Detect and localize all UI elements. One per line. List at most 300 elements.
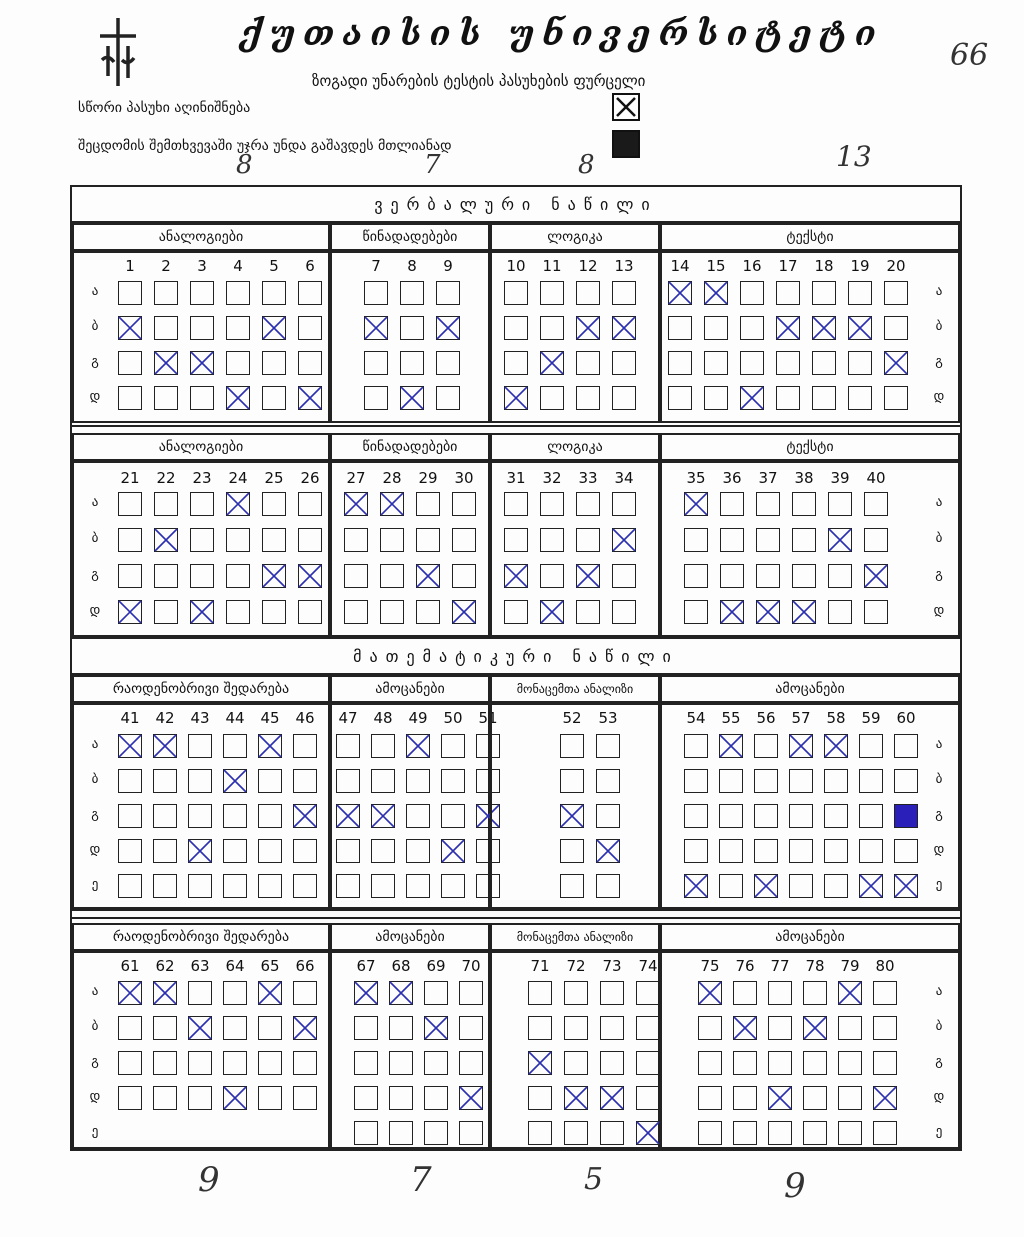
answer-box-q48-a[interactable] — [371, 734, 395, 758]
answer-box-q52-e[interactable] — [560, 874, 584, 898]
answer-box-q34-b[interactable] — [612, 528, 636, 552]
answer-box-q49-d[interactable] — [406, 839, 430, 863]
answer-box-q44-b[interactable] — [223, 769, 247, 793]
answer-box-q38-b[interactable] — [792, 528, 816, 552]
answer-box-q36-a[interactable] — [720, 492, 744, 516]
answer-box-q77-a[interactable] — [768, 981, 792, 1005]
answer-box-q40-g[interactable] — [864, 564, 888, 588]
answer-box-q27-d[interactable] — [344, 600, 368, 624]
answer-box-q24-b[interactable] — [226, 528, 250, 552]
answer-box-q34-a[interactable] — [612, 492, 636, 516]
answer-box-q59-d[interactable] — [859, 839, 883, 863]
answer-box-q34-d[interactable] — [612, 600, 636, 624]
answer-box-q50-d[interactable] — [441, 839, 465, 863]
answer-box-q44-a[interactable] — [223, 734, 247, 758]
answer-box-q78-g[interactable] — [803, 1051, 827, 1075]
answer-box-q4-a[interactable] — [226, 281, 250, 305]
answer-box-q6-g[interactable] — [298, 351, 322, 375]
answer-box-q29-a[interactable] — [416, 492, 440, 516]
answer-box-q18-d[interactable] — [812, 386, 836, 410]
answer-box-q22-a[interactable] — [154, 492, 178, 516]
answer-box-q45-a[interactable] — [258, 734, 282, 758]
answer-box-q80-e[interactable] — [873, 1121, 897, 1145]
answer-box-q17-b[interactable] — [776, 316, 800, 340]
answer-box-q45-e[interactable] — [258, 874, 282, 898]
answer-box-q49-b[interactable] — [406, 769, 430, 793]
answer-box-q52-b[interactable] — [560, 769, 584, 793]
answer-box-q41-g[interactable] — [118, 804, 142, 828]
answer-box-q50-a[interactable] — [441, 734, 465, 758]
answer-box-q25-a[interactable] — [262, 492, 286, 516]
answer-box-q72-e[interactable] — [564, 1121, 588, 1145]
answer-box-q73-e[interactable] — [600, 1121, 624, 1145]
answer-box-q29-b[interactable] — [416, 528, 440, 552]
answer-box-q24-g[interactable] — [226, 564, 250, 588]
answer-box-q44-d[interactable] — [223, 839, 247, 863]
answer-box-q38-d[interactable] — [792, 600, 816, 624]
answer-box-q12-g[interactable] — [576, 351, 600, 375]
answer-box-q73-b[interactable] — [600, 1016, 624, 1040]
answer-box-q78-d[interactable] — [803, 1086, 827, 1110]
answer-box-q1-d[interactable] — [118, 386, 142, 410]
answer-box-q79-d[interactable] — [838, 1086, 862, 1110]
answer-box-q39-g[interactable] — [828, 564, 852, 588]
answer-box-q76-a[interactable] — [733, 981, 757, 1005]
answer-box-q16-d[interactable] — [740, 386, 764, 410]
answer-box-q9-d[interactable] — [436, 386, 460, 410]
answer-box-q20-a[interactable] — [884, 281, 908, 305]
answer-box-q61-g[interactable] — [118, 1051, 142, 1075]
answer-box-q40-a[interactable] — [864, 492, 888, 516]
answer-box-q67-d[interactable] — [354, 1086, 378, 1110]
answer-box-q24-a[interactable] — [226, 492, 250, 516]
answer-box-q73-g[interactable] — [600, 1051, 624, 1075]
answer-box-q68-d[interactable] — [389, 1086, 413, 1110]
answer-box-q77-b[interactable] — [768, 1016, 792, 1040]
answer-box-q27-g[interactable] — [344, 564, 368, 588]
answer-box-q19-b[interactable] — [848, 316, 872, 340]
answer-box-q59-b[interactable] — [859, 769, 883, 793]
answer-box-q57-g[interactable] — [789, 804, 813, 828]
answer-box-q66-d[interactable] — [293, 1086, 317, 1110]
answer-box-q4-b[interactable] — [226, 316, 250, 340]
answer-box-q46-a[interactable] — [293, 734, 317, 758]
answer-box-q26-d[interactable] — [298, 600, 322, 624]
answer-box-q23-b[interactable] — [190, 528, 214, 552]
answer-box-q37-d[interactable] — [756, 600, 780, 624]
answer-box-q55-d[interactable] — [719, 839, 743, 863]
answer-box-q68-g[interactable] — [389, 1051, 413, 1075]
answer-box-q28-d[interactable] — [380, 600, 404, 624]
answer-box-q69-e[interactable] — [424, 1121, 448, 1145]
answer-box-q68-b[interactable] — [389, 1016, 413, 1040]
answer-box-q58-d[interactable] — [824, 839, 848, 863]
answer-box-q10-g[interactable] — [504, 351, 528, 375]
answer-box-q71-a[interactable] — [528, 981, 552, 1005]
answer-box-q32-g[interactable] — [540, 564, 564, 588]
answer-box-q79-e[interactable] — [838, 1121, 862, 1145]
answer-box-q12-b[interactable] — [576, 316, 600, 340]
answer-box-q48-g[interactable] — [371, 804, 395, 828]
answer-box-q70-g[interactable] — [459, 1051, 483, 1075]
answer-box-q74-e[interactable] — [636, 1121, 660, 1145]
answer-box-q9-g[interactable] — [436, 351, 460, 375]
answer-box-q58-e[interactable] — [824, 874, 848, 898]
answer-box-q11-b[interactable] — [540, 316, 564, 340]
answer-box-q57-b[interactable] — [789, 769, 813, 793]
answer-box-q23-a[interactable] — [190, 492, 214, 516]
answer-box-q58-g[interactable] — [824, 804, 848, 828]
answer-box-q50-e[interactable] — [441, 874, 465, 898]
answer-box-q13-a[interactable] — [612, 281, 636, 305]
answer-box-q14-g[interactable] — [668, 351, 692, 375]
answer-box-q53-a[interactable] — [596, 734, 620, 758]
answer-box-q63-g[interactable] — [188, 1051, 212, 1075]
answer-box-q4-d[interactable] — [226, 386, 250, 410]
answer-box-q75-g[interactable] — [698, 1051, 722, 1075]
answer-box-q80-g[interactable] — [873, 1051, 897, 1075]
answer-box-q80-b[interactable] — [873, 1016, 897, 1040]
answer-box-q80-d[interactable] — [873, 1086, 897, 1110]
answer-box-q31-d[interactable] — [504, 600, 528, 624]
answer-box-q9-b[interactable] — [436, 316, 460, 340]
answer-box-q28-a[interactable] — [380, 492, 404, 516]
answer-box-q67-g[interactable] — [354, 1051, 378, 1075]
answer-box-q75-d[interactable] — [698, 1086, 722, 1110]
answer-box-q29-d[interactable] — [416, 600, 440, 624]
answer-box-q67-a[interactable] — [354, 981, 378, 1005]
answer-box-q19-a[interactable] — [848, 281, 872, 305]
answer-box-q77-d[interactable] — [768, 1086, 792, 1110]
answer-box-q46-b[interactable] — [293, 769, 317, 793]
answer-box-q38-a[interactable] — [792, 492, 816, 516]
answer-box-q13-b[interactable] — [612, 316, 636, 340]
answer-box-q39-d[interactable] — [828, 600, 852, 624]
answer-box-q30-g[interactable] — [452, 564, 476, 588]
answer-box-q78-a[interactable] — [803, 981, 827, 1005]
answer-box-q17-g[interactable] — [776, 351, 800, 375]
answer-box-q34-g[interactable] — [612, 564, 636, 588]
answer-box-q77-g[interactable] — [768, 1051, 792, 1075]
answer-box-q59-a[interactable] — [859, 734, 883, 758]
answer-box-q12-d[interactable] — [576, 386, 600, 410]
answer-box-q74-a[interactable] — [636, 981, 660, 1005]
answer-box-q64-d[interactable] — [223, 1086, 247, 1110]
answer-box-q54-b[interactable] — [684, 769, 708, 793]
answer-box-q6-a[interactable] — [298, 281, 322, 305]
answer-box-q50-b[interactable] — [441, 769, 465, 793]
answer-box-q15-a[interactable] — [704, 281, 728, 305]
answer-box-q61-a[interactable] — [118, 981, 142, 1005]
answer-box-q72-a[interactable] — [564, 981, 588, 1005]
answer-box-q71-b[interactable] — [528, 1016, 552, 1040]
answer-box-q56-g[interactable] — [754, 804, 778, 828]
answer-box-q53-b[interactable] — [596, 769, 620, 793]
answer-box-q5-d[interactable] — [262, 386, 286, 410]
answer-box-q21-g[interactable] — [118, 564, 142, 588]
answer-box-q47-b[interactable] — [336, 769, 360, 793]
answer-box-q11-a[interactable] — [540, 281, 564, 305]
answer-box-q43-d[interactable] — [188, 839, 212, 863]
answer-box-q69-d[interactable] — [424, 1086, 448, 1110]
answer-box-q72-g[interactable] — [564, 1051, 588, 1075]
answer-box-q2-g[interactable] — [154, 351, 178, 375]
answer-box-q5-b[interactable] — [262, 316, 286, 340]
answer-box-q74-b[interactable] — [636, 1016, 660, 1040]
answer-box-q53-e[interactable] — [596, 874, 620, 898]
answer-box-q76-b[interactable] — [733, 1016, 757, 1040]
answer-box-q10-a[interactable] — [504, 281, 528, 305]
answer-box-q4-g[interactable] — [226, 351, 250, 375]
answer-box-q52-a[interactable] — [560, 734, 584, 758]
answer-box-q78-b[interactable] — [803, 1016, 827, 1040]
answer-box-q55-e[interactable] — [719, 874, 743, 898]
answer-box-q45-b[interactable] — [258, 769, 282, 793]
answer-box-q65-b[interactable] — [258, 1016, 282, 1040]
answer-box-q10-b[interactable] — [504, 316, 528, 340]
answer-box-q70-d[interactable] — [459, 1086, 483, 1110]
answer-box-q66-a[interactable] — [293, 981, 317, 1005]
answer-box-q74-g[interactable] — [636, 1051, 660, 1075]
answer-box-q57-a[interactable] — [789, 734, 813, 758]
answer-box-q7-b[interactable] — [364, 316, 388, 340]
answer-box-q55-a[interactable] — [719, 734, 743, 758]
answer-box-q60-d[interactable] — [894, 839, 918, 863]
answer-box-q57-d[interactable] — [789, 839, 813, 863]
answer-box-q14-d[interactable] — [668, 386, 692, 410]
answer-box-q66-g[interactable] — [293, 1051, 317, 1075]
answer-box-q68-a[interactable] — [389, 981, 413, 1005]
answer-box-q23-d[interactable] — [190, 600, 214, 624]
answer-box-q60-b[interactable] — [894, 769, 918, 793]
answer-box-q45-d[interactable] — [258, 839, 282, 863]
answer-box-q69-a[interactable] — [424, 981, 448, 1005]
answer-box-q33-g[interactable] — [576, 564, 600, 588]
answer-box-q7-d[interactable] — [364, 386, 388, 410]
answer-box-q9-a[interactable] — [436, 281, 460, 305]
answer-box-q30-b[interactable] — [452, 528, 476, 552]
answer-box-q70-a[interactable] — [459, 981, 483, 1005]
answer-box-q19-d[interactable] — [848, 386, 872, 410]
answer-box-q15-d[interactable] — [704, 386, 728, 410]
answer-box-q41-e[interactable] — [118, 874, 142, 898]
answer-box-q1-a[interactable] — [118, 281, 142, 305]
answer-box-q65-a[interactable] — [258, 981, 282, 1005]
answer-box-q77-e[interactable] — [768, 1121, 792, 1145]
answer-box-q69-g[interactable] — [424, 1051, 448, 1075]
answer-box-q54-d[interactable] — [684, 839, 708, 863]
answer-box-q35-g[interactable] — [684, 564, 708, 588]
answer-box-q55-g[interactable] — [719, 804, 743, 828]
answer-box-q42-g[interactable] — [153, 804, 177, 828]
answer-box-q40-d[interactable] — [864, 600, 888, 624]
answer-box-q7-g[interactable] — [364, 351, 388, 375]
answer-box-q22-g[interactable] — [154, 564, 178, 588]
answer-box-q79-a[interactable] — [838, 981, 862, 1005]
answer-box-q75-a[interactable] — [698, 981, 722, 1005]
answer-box-q32-d[interactable] — [540, 600, 564, 624]
answer-box-q46-g[interactable] — [293, 804, 317, 828]
answer-box-q7-a[interactable] — [364, 281, 388, 305]
answer-box-q59-g[interactable] — [859, 804, 883, 828]
answer-box-q46-e[interactable] — [293, 874, 317, 898]
answer-box-q38-g[interactable] — [792, 564, 816, 588]
answer-box-q46-d[interactable] — [293, 839, 317, 863]
answer-box-q78-e[interactable] — [803, 1121, 827, 1145]
answer-box-q75-b[interactable] — [698, 1016, 722, 1040]
answer-box-q35-b[interactable] — [684, 528, 708, 552]
answer-box-q15-b[interactable] — [704, 316, 728, 340]
answer-box-q25-g[interactable] — [262, 564, 286, 588]
answer-box-q12-a[interactable] — [576, 281, 600, 305]
answer-box-q31-g[interactable] — [504, 564, 528, 588]
answer-box-q75-e[interactable] — [698, 1121, 722, 1145]
answer-box-q19-g[interactable] — [848, 351, 872, 375]
answer-box-q36-d[interactable] — [720, 600, 744, 624]
answer-box-q16-g[interactable] — [740, 351, 764, 375]
answer-box-q32-a[interactable] — [540, 492, 564, 516]
answer-box-q64-a[interactable] — [223, 981, 247, 1005]
answer-box-q73-d[interactable] — [600, 1086, 624, 1110]
answer-box-q21-d[interactable] — [118, 600, 142, 624]
answer-box-q5-a[interactable] — [262, 281, 286, 305]
answer-box-q2-d[interactable] — [154, 386, 178, 410]
answer-box-q62-b[interactable] — [153, 1016, 177, 1040]
answer-box-q8-d[interactable] — [400, 386, 424, 410]
answer-box-q65-d[interactable] — [258, 1086, 282, 1110]
answer-box-q48-d[interactable] — [371, 839, 395, 863]
answer-box-q22-b[interactable] — [154, 528, 178, 552]
answer-box-q37-g[interactable] — [756, 564, 780, 588]
answer-box-q32-b[interactable] — [540, 528, 564, 552]
answer-box-q71-g[interactable] — [528, 1051, 552, 1075]
answer-box-q70-b[interactable] — [459, 1016, 483, 1040]
answer-box-q48-b[interactable] — [371, 769, 395, 793]
answer-box-q29-g[interactable] — [416, 564, 440, 588]
answer-box-q66-b[interactable] — [293, 1016, 317, 1040]
answer-box-q43-e[interactable] — [188, 874, 212, 898]
answer-box-q13-d[interactable] — [612, 386, 636, 410]
answer-box-q68-e[interactable] — [389, 1121, 413, 1145]
answer-box-q2-a[interactable] — [154, 281, 178, 305]
answer-box-q42-e[interactable] — [153, 874, 177, 898]
answer-box-q43-b[interactable] — [188, 769, 212, 793]
answer-box-q30-d[interactable] — [452, 600, 476, 624]
answer-box-q53-g[interactable] — [596, 804, 620, 828]
answer-box-q8-g[interactable] — [400, 351, 424, 375]
answer-box-q47-e[interactable] — [336, 874, 360, 898]
answer-box-q42-a[interactable] — [153, 734, 177, 758]
answer-box-q60-g[interactable] — [894, 804, 918, 828]
answer-box-q11-g[interactable] — [540, 351, 564, 375]
answer-box-q6-b[interactable] — [298, 316, 322, 340]
answer-box-q39-a[interactable] — [828, 492, 852, 516]
answer-box-q80-a[interactable] — [873, 981, 897, 1005]
answer-box-q60-a[interactable] — [894, 734, 918, 758]
answer-box-q62-a[interactable] — [153, 981, 177, 1005]
answer-box-q3-d[interactable] — [190, 386, 214, 410]
answer-box-q3-g[interactable] — [190, 351, 214, 375]
answer-box-q63-d[interactable] — [188, 1086, 212, 1110]
answer-box-q52-d[interactable] — [560, 839, 584, 863]
answer-box-q33-d[interactable] — [576, 600, 600, 624]
answer-box-q1-b[interactable] — [118, 316, 142, 340]
answer-box-q6-d[interactable] — [298, 386, 322, 410]
answer-box-q35-d[interactable] — [684, 600, 708, 624]
answer-box-q49-e[interactable] — [406, 874, 430, 898]
answer-box-q20-b[interactable] — [884, 316, 908, 340]
answer-box-q76-d[interactable] — [733, 1086, 757, 1110]
answer-box-q55-b[interactable] — [719, 769, 743, 793]
answer-box-q58-b[interactable] — [824, 769, 848, 793]
answer-box-q71-d[interactable] — [528, 1086, 552, 1110]
answer-box-q56-b[interactable] — [754, 769, 778, 793]
answer-box-q16-b[interactable] — [740, 316, 764, 340]
answer-box-q63-b[interactable] — [188, 1016, 212, 1040]
answer-box-q33-b[interactable] — [576, 528, 600, 552]
answer-box-q35-a[interactable] — [684, 492, 708, 516]
answer-box-q22-d[interactable] — [154, 600, 178, 624]
answer-box-q2-b[interactable] — [154, 316, 178, 340]
answer-box-q54-a[interactable] — [684, 734, 708, 758]
answer-box-q44-e[interactable] — [223, 874, 247, 898]
answer-box-q72-b[interactable] — [564, 1016, 588, 1040]
answer-box-q42-d[interactable] — [153, 839, 177, 863]
answer-box-q1-g[interactable] — [118, 351, 142, 375]
answer-box-q27-b[interactable] — [344, 528, 368, 552]
answer-box-q3-b[interactable] — [190, 316, 214, 340]
answer-box-q41-d[interactable] — [118, 839, 142, 863]
answer-box-q37-a[interactable] — [756, 492, 780, 516]
answer-box-q73-a[interactable] — [600, 981, 624, 1005]
answer-box-q52-g[interactable] — [560, 804, 584, 828]
answer-box-q43-a[interactable] — [188, 734, 212, 758]
answer-box-q39-b[interactable] — [828, 528, 852, 552]
answer-box-q5-g[interactable] — [262, 351, 286, 375]
answer-box-q17-d[interactable] — [776, 386, 800, 410]
answer-box-q79-g[interactable] — [838, 1051, 862, 1075]
answer-box-q76-e[interactable] — [733, 1121, 757, 1145]
answer-box-q45-g[interactable] — [258, 804, 282, 828]
answer-box-q61-b[interactable] — [118, 1016, 142, 1040]
answer-box-q59-e[interactable] — [859, 874, 883, 898]
answer-box-q25-b[interactable] — [262, 528, 286, 552]
answer-box-q72-d[interactable] — [564, 1086, 588, 1110]
answer-box-q49-a[interactable] — [406, 734, 430, 758]
answer-box-q14-b[interactable] — [668, 316, 692, 340]
answer-box-q8-a[interactable] — [400, 281, 424, 305]
answer-box-q58-a[interactable] — [824, 734, 848, 758]
answer-box-q3-a[interactable] — [190, 281, 214, 305]
answer-box-q53-d[interactable] — [596, 839, 620, 863]
answer-box-q36-g[interactable] — [720, 564, 744, 588]
answer-box-q30-a[interactable] — [452, 492, 476, 516]
answer-box-q56-e[interactable] — [754, 874, 778, 898]
answer-box-q54-g[interactable] — [684, 804, 708, 828]
answer-box-q43-g[interactable] — [188, 804, 212, 828]
answer-box-q28-g[interactable] — [380, 564, 404, 588]
answer-box-q20-g[interactable] — [884, 351, 908, 375]
answer-box-q42-b[interactable] — [153, 769, 177, 793]
answer-box-q56-a[interactable] — [754, 734, 778, 758]
answer-box-q70-e[interactable] — [459, 1121, 483, 1145]
answer-box-q62-g[interactable] — [153, 1051, 177, 1075]
answer-box-q40-b[interactable] — [864, 528, 888, 552]
answer-box-q47-g[interactable] — [336, 804, 360, 828]
answer-box-q44-g[interactable] — [223, 804, 247, 828]
answer-box-q23-g[interactable] — [190, 564, 214, 588]
answer-box-q74-d[interactable] — [636, 1086, 660, 1110]
